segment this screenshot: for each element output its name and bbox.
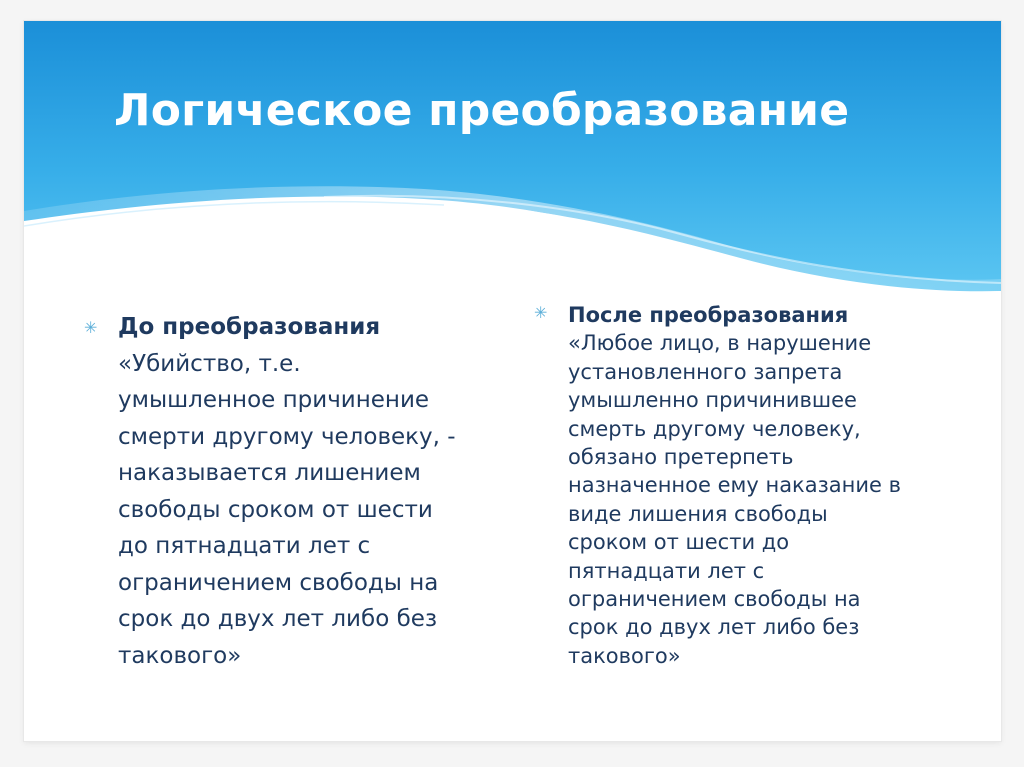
left-column xyxy=(84,309,484,674)
slide-title: Логическое преобразование xyxy=(114,85,850,136)
right-column-quote: «Любое лицо, в нарушение установленного запрета умышленно причинившее смерть другому человеку, обязано претерпеть назначенное ему наказание в виде лишения свободы сроком от шести до пятнадцати лет с ограничением свободы на срок до двух лет либо без такового» xyxy=(568,331,901,668)
asterisk-icon: ✳ xyxy=(534,303,548,322)
right-column-text xyxy=(568,301,954,670)
asterisk-icon: ✳ xyxy=(84,318,98,337)
left-column-heading: До преобразования xyxy=(118,314,381,340)
left-column-quote: «Убийство, т.е. умышленное причинение смерти другому человеку, - наказывается лишением свободы сроком от шести до пятнадцати лет с ограничением свободы на срок до двух лет либо без такового» xyxy=(118,350,456,669)
left-column-text xyxy=(118,309,484,674)
slide xyxy=(24,21,1001,741)
header-wave-background xyxy=(24,21,1001,321)
right-column-heading: После преобразования xyxy=(568,303,849,327)
right-column xyxy=(534,301,954,670)
